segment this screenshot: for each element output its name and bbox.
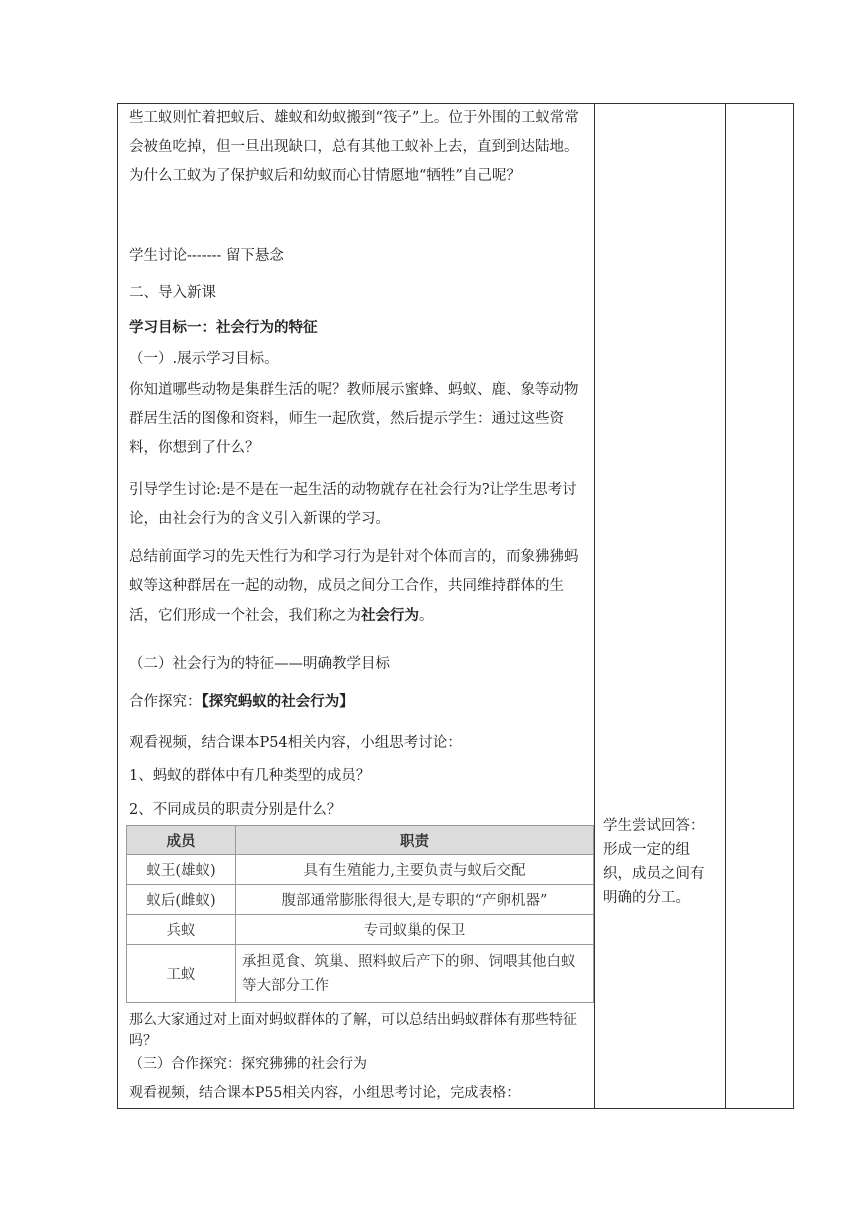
activity-title: 【探究蚂蚁的社会行为】	[201, 694, 354, 710]
table-cell: 兵蚁	[127, 915, 236, 945]
paragraph: 那么大家通过对上面对蚂蚁群体的了解，可以总结出蚂蚁群体有那些特征吗？	[129, 1012, 577, 1049]
paragraph: 观看视频，结合课本P54相关内容，小组思考讨论：	[129, 735, 462, 751]
paragraph: 些工蚁则忙着把蚁后、雄蚁和幼蚁搬到“筏子”上。位于外围的工蚁常常会被鱼吃掉，但一旦出现缺口，总有其他工蚁补上去，直到到达陆地。为什么工蚁为了保护蚁后和幼蚁而心甘情愿地“牺牲”自己呢？	[129, 110, 579, 184]
paragraph-text: 合作探究：	[129, 694, 202, 710]
table-row	[127, 855, 594, 885]
teaching-content-column	[118, 104, 594, 1108]
paragraph: 你知道哪些动物是集群生活的呢？教师展示蜜蜂、蚂蚁、鹿、象等动物群居生活的图像和资料，师生一起欣赏，然后提示学生：通过这些资料，你想到了什么？	[129, 382, 579, 456]
paragraph	[129, 688, 591, 717]
section-heading: 学习目标一：社会行为的特征	[129, 319, 318, 336]
paragraph-text: 总结前面学习的先天性行为和学习行为是针对个体而言的，而象狒狒蚂蚁等这种群居在一起的动物，成员之间分工合作，共同维持群体的生活，它们形成一个社会，我们称之为	[129, 549, 579, 624]
paragraph: 观看视频，结合课本P55相关内容，小组思考讨论，完成表格：	[129, 1085, 521, 1101]
table-row	[127, 915, 594, 945]
lesson-plan-table	[117, 103, 794, 1109]
table-header: 成员	[127, 826, 236, 855]
table-cell: 承担觅食、筑巢、照料蚁后产下的卵、饲喂其他白蚁等大部分工作	[236, 945, 594, 1003]
table-header: 职责	[236, 826, 594, 855]
table-row	[127, 945, 594, 1003]
column-divider	[594, 104, 595, 1108]
table-header-row	[127, 826, 594, 855]
table-row	[127, 885, 594, 915]
table-cell: 蚁后(雌蚁)	[127, 885, 236, 915]
table-cell: 工蚁	[127, 945, 236, 1003]
paragraph-text: 。	[419, 608, 434, 624]
table-cell: 蚁王(雄蚁)	[127, 855, 236, 885]
paragraph: 1、蚂蚁的群体中有几种类型的成员？	[129, 768, 371, 784]
paragraph: （二）社会行为的特征——明确教学目标	[129, 656, 390, 672]
paragraph: （三）合作探究：探究狒狒的社会行为	[129, 1056, 367, 1072]
table-cell: 腹部通常膨胀得很大,是专职的“产卵机器”	[236, 885, 594, 915]
paragraph: （一）.展示学习目标。	[129, 351, 279, 367]
paragraph: 引导学生讨论:是不是在一起生活的动物就存在社会行为?让学生思考讨论，由社会行为的含义引入新课的学习。	[129, 482, 577, 527]
paragraph: 学生讨论------- 留下悬念	[129, 248, 284, 264]
paragraph: 二、导入新课	[129, 285, 216, 301]
student-activity-note: 学生尝试回答：形成一定的组织，成员之间有明确的分工。	[603, 818, 705, 906]
paragraph: 2、不同成员的职责分别是什么？	[129, 802, 342, 818]
key-term: 社会行为	[361, 607, 419, 624]
paragraph	[129, 543, 591, 631]
column-divider	[725, 104, 726, 1108]
table-cell: 专司蚁巢的保卫	[236, 915, 594, 945]
table-cell: 具有生殖能力,主要负责与蚁后交配	[236, 855, 594, 885]
ant-members-table	[126, 825, 594, 1003]
